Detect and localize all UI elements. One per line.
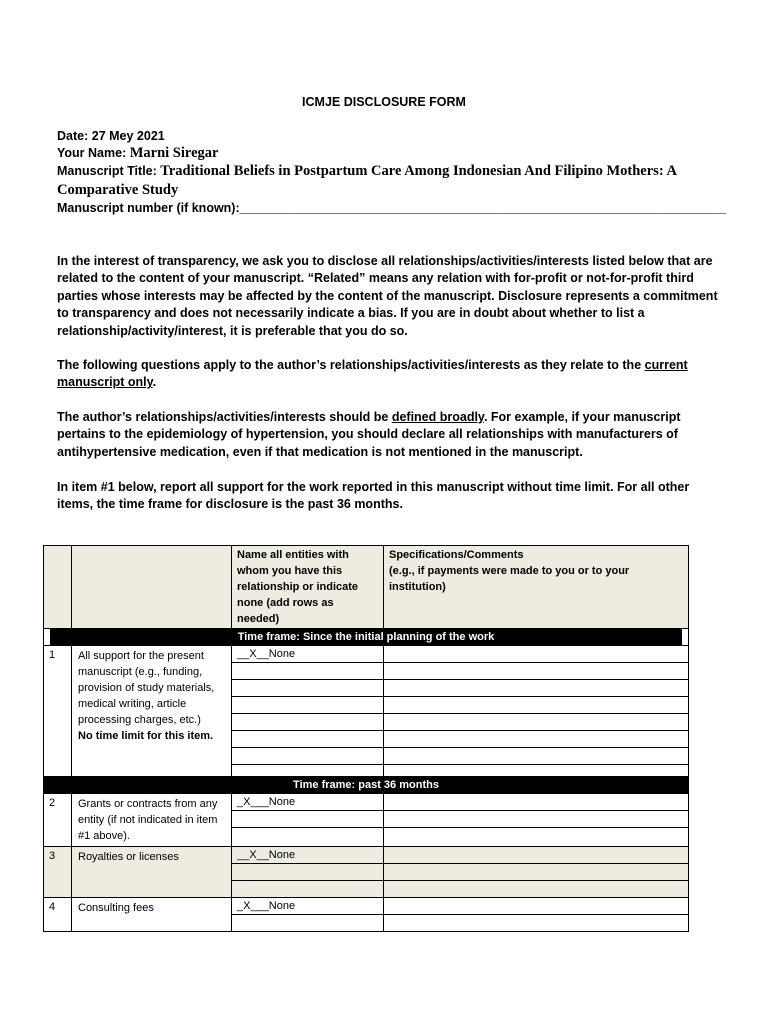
manuscript-number-value: ______________________________________________________________________: [239, 201, 727, 215]
item-4-desc-cell: [72, 898, 232, 932]
item-1-entity-line[interactable]: [232, 714, 383, 731]
item-1-spec-line[interactable]: [384, 680, 688, 697]
item-3-entity-line[interactable]: [232, 864, 383, 881]
item-3-number: 3: [44, 847, 72, 898]
manuscript-title-line2: [57, 182, 178, 199]
intro-paragraph: In the interest of transparency, we ask you to disclose all relationships/activities/interests listed below that are related to the content of your manuscript. “Related” means any relation with for-profit or not-for-profit third parties whose interests may be affected by the content of the manuscript. Disclosure represents a commitment to transparency and does not necessarily indicate a bias. If you are in doubt about whether to list a relationship/activity/interest, it is preferable that you do so.: [57, 254, 718, 338]
item-3-spec-cell: [384, 847, 689, 898]
date-value: 27 Mey 2021: [91, 129, 165, 143]
broad-text-before: The author’s relationships/activities/interests should be: [57, 410, 392, 424]
current-text-before: The following questions apply to the author’s relationships/activities/interests as they relate to the: [57, 358, 645, 372]
item-1-desc-bold: No time limit for this item.: [78, 730, 214, 742]
current-text-after: .: [152, 375, 157, 390]
form-title: ICMJE DISCLOSURE FORM: [302, 95, 466, 109]
item-4-spec-cell: [384, 898, 689, 932]
manuscript-title-value-2: Comparative Study: [57, 182, 179, 198]
manuscript-number-line: [57, 201, 726, 215]
item-2-number: 2: [44, 794, 72, 847]
manuscript-number-label: Manuscript number (if known):: [57, 201, 240, 215]
item-2-desc-cell: [72, 794, 232, 847]
item-1-desc: All support for the present manuscript (e.g., funding, provision of study materials, medical writing, article processing charges, etc.): [78, 650, 215, 726]
item-4-desc: Consulting fees: [78, 902, 154, 914]
manuscript-title-value: Traditional Beliefs in Postpartum Care Among Indonesian And Filipino Mothers: A: [160, 163, 677, 179]
item-2-entity-value[interactable]: _X___None: [232, 794, 383, 811]
item-1-spec-line[interactable]: [384, 646, 688, 663]
item-1-entity-line[interactable]: [232, 680, 383, 697]
timeframe-row-1-cell: [44, 629, 689, 646]
date-label: Date:: [57, 129, 89, 143]
item-1-entity-cell: [232, 646, 384, 777]
header-spec-cell: [384, 546, 689, 629]
disclosure-table: [43, 545, 689, 932]
date-line: [57, 129, 165, 143]
item-3-spec-line[interactable]: [384, 847, 688, 864]
item-row-3: [44, 847, 689, 898]
timeframe-label-2: Time frame: past 36 months: [44, 777, 688, 793]
timeframe-row-1: [44, 629, 689, 646]
item-1-spec-line[interactable]: [384, 663, 688, 680]
item-2-entity-line[interactable]: [232, 811, 383, 828]
header-entities: Name all entities with whom you have this relationship or indicate none (add rows as needed): [237, 549, 359, 625]
header-num-cell: [44, 546, 72, 629]
item-row-2: [44, 794, 689, 847]
item-3-desc-cell: [72, 847, 232, 898]
current-manuscript-paragraph: [57, 357, 727, 392]
item-1-desc-cell: [72, 646, 232, 777]
item-2-spec-line[interactable]: [384, 811, 688, 828]
broad-text-after: . For example, if your manuscript pertains to the epidemiology of hypertension, you should declare all relationships with manufacturers of antihypertensive medication, even if that medication is not mentioned in the manuscript.: [57, 410, 681, 459]
table-header-row: [44, 546, 689, 629]
item-1-entity-line[interactable]: [232, 748, 383, 765]
item-4-spec-line[interactable]: [384, 915, 688, 931]
item-row-1: [44, 646, 689, 777]
defined-broadly-paragraph: [57, 409, 727, 461]
manuscript-title-label: Manuscript Title:: [57, 164, 157, 178]
item-1-spec-line[interactable]: [384, 748, 688, 765]
timeframe-label-1: Time frame: Since the initial planning of the work: [50, 629, 682, 645]
item-4-entity-value[interactable]: _X___None: [232, 898, 383, 915]
item-4-number: 4: [44, 898, 72, 932]
name-value: Marni Siregar: [129, 145, 219, 161]
item-1-entity-line[interactable]: [232, 663, 383, 680]
item-3-entity-value[interactable]: __X__None: [232, 847, 383, 864]
item-1-spec-cell: [384, 646, 689, 777]
timeframe-paragraph: In item #1 below, report all support for the work reported in this manuscript without time limit. For all other items, the time frame for disclosure is the past 36 months.: [57, 480, 690, 512]
item-2-spec-line[interactable]: [384, 794, 688, 811]
item-4-entity-line[interactable]: [232, 915, 383, 931]
header-entities-cell: [232, 546, 384, 629]
header-item-cell: [72, 546, 232, 629]
item-2-entity-cell: [232, 794, 384, 847]
timeframe-row-2: [44, 777, 689, 794]
item-1-entity-line[interactable]: [232, 731, 383, 748]
item-1-entity-value[interactable]: __X__None: [232, 646, 383, 663]
current-text-underlined: current manuscript only: [57, 358, 688, 390]
item-1-number: 1: [44, 646, 72, 777]
item-3-desc: Royalties or licenses: [78, 851, 179, 863]
timeframe-row-2-cell: [44, 777, 689, 794]
item-row-4: [44, 898, 689, 932]
broad-text-underlined: defined broadly: [391, 410, 484, 424]
item-3-entity-cell: [232, 847, 384, 898]
item-4-entity-cell: [232, 898, 384, 932]
item-1-spec-line[interactable]: [384, 714, 688, 731]
item-3-spec-line[interactable]: [384, 864, 688, 881]
item-2-spec-cell: [384, 794, 689, 847]
item-4-spec-line[interactable]: [384, 898, 688, 915]
item-2-desc: Grants or contracts from any entity (if not indicated in item #1 above).: [78, 798, 218, 842]
manuscript-title-line: [57, 163, 677, 180]
item-1-entity-line[interactable]: [232, 697, 383, 714]
item-1-spec-line[interactable]: [384, 697, 688, 714]
item-1-spec-line[interactable]: [384, 731, 688, 748]
name-label: Your Name:: [57, 146, 127, 160]
header-spec: Specifications/Comments (e.g., if payments were made to you or to your institution): [389, 549, 630, 593]
name-line: [57, 145, 218, 162]
